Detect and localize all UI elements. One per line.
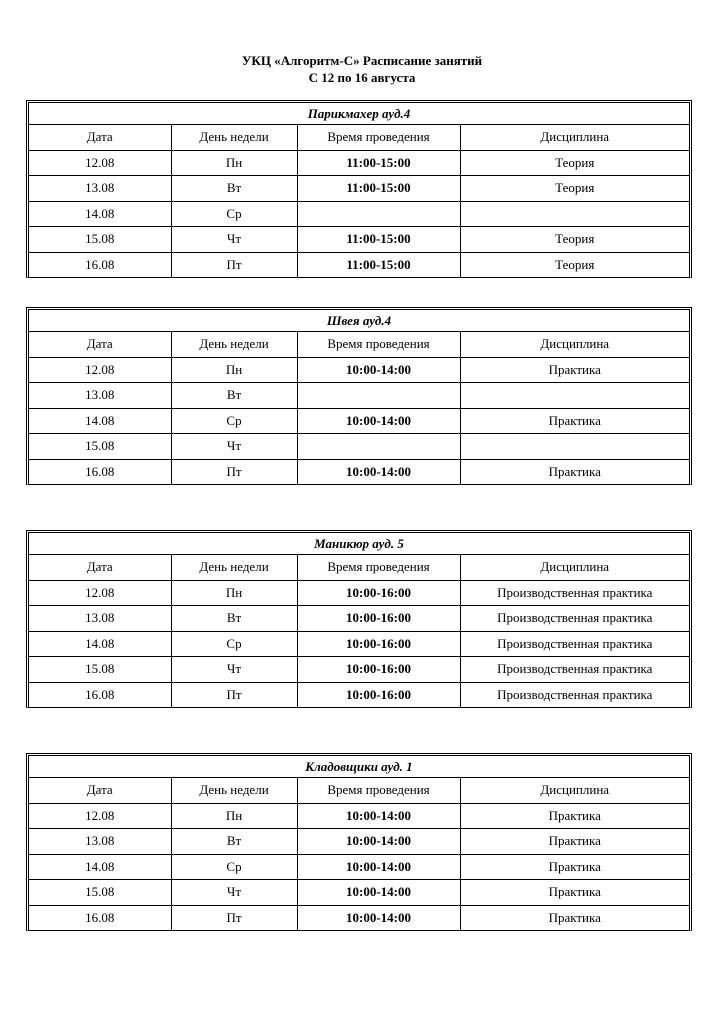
cell-discipline: Практика — [460, 459, 689, 484]
cell-time: 10:00-14:00 — [297, 357, 460, 383]
cell-day: Ср — [171, 631, 297, 657]
cell-day: Пт — [171, 459, 297, 484]
column-header-time: Время проведения — [297, 555, 460, 581]
cell-time: 10:00-14:00 — [297, 854, 460, 880]
cell-day: Чт — [171, 880, 297, 906]
cell-time: 11:00-15:00 — [297, 227, 460, 253]
column-header-discipline: Дисциплина — [460, 125, 689, 151]
cell-date: 15.08 — [29, 434, 171, 460]
cell-day: Пт — [171, 252, 297, 277]
table-row — [29, 631, 689, 657]
cell-discipline: Практика — [460, 408, 689, 434]
cell-date: 16.08 — [29, 252, 171, 277]
cell-day: Пн — [171, 357, 297, 383]
table-row — [29, 383, 689, 409]
column-header-date: Дата — [29, 555, 171, 581]
cell-time: 11:00-15:00 — [297, 252, 460, 277]
cell-discipline: Практика — [460, 854, 689, 880]
cell-discipline: Теория — [460, 176, 689, 202]
cell-day: Ср — [171, 854, 297, 880]
cell-date: 13.08 — [29, 829, 171, 855]
cell-time: 10:00-16:00 — [297, 657, 460, 683]
column-header-time: Время проведения — [297, 778, 460, 804]
cell-date: 14.08 — [29, 201, 171, 227]
table-row — [29, 580, 689, 606]
cell-day: Пт — [171, 682, 297, 707]
page-subtitle: С 12 по 16 августа — [308, 70, 416, 85]
cell-discipline: Практика — [460, 829, 689, 855]
column-header-time: Время проведения — [297, 332, 460, 358]
cell-time: 10:00-14:00 — [297, 803, 460, 829]
cell-time — [297, 434, 460, 460]
table-title: Кладовщики ауд. 1 — [29, 756, 689, 778]
cell-date: 13.08 — [29, 606, 171, 632]
table-title: Швея ауд.4 — [29, 310, 689, 332]
schedule-table-storekeepers — [26, 753, 692, 931]
cell-day: Пн — [171, 580, 297, 606]
column-header-day: День недели — [171, 332, 297, 358]
cell-time: 10:00-16:00 — [297, 580, 460, 606]
cell-date: 13.08 — [29, 176, 171, 202]
column-header-time: Время проведения — [297, 125, 460, 151]
cell-discipline: Теория — [460, 150, 689, 176]
cell-time: 10:00-14:00 — [297, 905, 460, 930]
table-row — [29, 201, 689, 227]
cell-discipline: Теория — [460, 252, 689, 277]
cell-date: 15.08 — [29, 657, 171, 683]
cell-day: Вт — [171, 176, 297, 202]
column-header-day: День недели — [171, 125, 297, 151]
table-row — [29, 150, 689, 176]
cell-time: 11:00-15:00 — [297, 176, 460, 202]
table-header-row — [29, 332, 689, 358]
table-row — [29, 176, 689, 202]
column-header-discipline: Дисциплина — [460, 555, 689, 581]
cell-day: Вт — [171, 606, 297, 632]
cell-discipline: Производственная практика — [460, 657, 689, 683]
cell-date: 15.08 — [29, 880, 171, 906]
schedule-table-hairdresser — [26, 100, 692, 278]
cell-time — [297, 383, 460, 409]
cell-date: 12.08 — [29, 357, 171, 383]
cell-discipline — [460, 434, 689, 460]
column-header-discipline: Дисциплина — [460, 778, 689, 804]
cell-date: 16.08 — [29, 682, 171, 707]
table-row — [29, 657, 689, 683]
cell-date: 12.08 — [29, 150, 171, 176]
cell-time: 10:00-14:00 — [297, 459, 460, 484]
schedule-table-seamstress — [26, 307, 692, 485]
cell-day: Чт — [171, 434, 297, 460]
cell-date: 14.08 — [29, 854, 171, 880]
cell-discipline: Практика — [460, 905, 689, 930]
cell-discipline: Практика — [460, 880, 689, 906]
table-row — [29, 829, 689, 855]
cell-day: Пт — [171, 905, 297, 930]
table-row — [29, 434, 689, 460]
cell-time: 10:00-16:00 — [297, 682, 460, 707]
table-row — [29, 854, 689, 880]
cell-time: 10:00-14:00 — [297, 408, 460, 434]
cell-discipline: Практика — [460, 803, 689, 829]
table-header-row — [29, 125, 689, 151]
cell-day: Ср — [171, 408, 297, 434]
cell-discipline: Теория — [460, 227, 689, 253]
table-row — [29, 252, 689, 277]
cell-date: 16.08 — [29, 905, 171, 930]
cell-time: 10:00-14:00 — [297, 829, 460, 855]
cell-time — [297, 201, 460, 227]
cell-day: Вт — [171, 829, 297, 855]
table-header-row — [29, 555, 689, 581]
cell-time: 11:00-15:00 — [297, 150, 460, 176]
page-title: УКЦ «Алгоритм-С» Расписание занятий — [241, 53, 483, 68]
cell-discipline: Производственная практика — [460, 580, 689, 606]
cell-date: 14.08 — [29, 631, 171, 657]
cell-date: 15.08 — [29, 227, 171, 253]
cell-time: 10:00-16:00 — [297, 631, 460, 657]
cell-discipline: Производственная практика — [460, 606, 689, 632]
cell-time: 10:00-14:00 — [297, 880, 460, 906]
table-row — [29, 682, 689, 707]
column-header-date: Дата — [29, 778, 171, 804]
cell-day: Пн — [171, 803, 297, 829]
cell-discipline — [460, 383, 689, 409]
cell-discipline: Практика — [460, 357, 689, 383]
table-row — [29, 880, 689, 906]
cell-day: Чт — [171, 657, 297, 683]
table-row — [29, 227, 689, 253]
table-header-row — [29, 778, 689, 804]
table-row — [29, 459, 689, 484]
cell-date: 12.08 — [29, 580, 171, 606]
cell-discipline: Производственная практика — [460, 682, 689, 707]
table-row — [29, 357, 689, 383]
table-row — [29, 408, 689, 434]
table-title: Маникюр ауд. 5 — [29, 533, 689, 555]
cell-day: Пн — [171, 150, 297, 176]
schedule-table-manicure — [26, 530, 692, 708]
table-row — [29, 905, 689, 930]
column-header-date: Дата — [29, 332, 171, 358]
cell-date: 13.08 — [29, 383, 171, 409]
cell-date: 12.08 — [29, 803, 171, 829]
cell-discipline: Производственная практика — [460, 631, 689, 657]
cell-time: 10:00-16:00 — [297, 606, 460, 632]
table-row — [29, 606, 689, 632]
column-header-day: День недели — [171, 555, 297, 581]
cell-date: 16.08 — [29, 459, 171, 484]
column-header-date: Дата — [29, 125, 171, 151]
cell-day: Вт — [171, 383, 297, 409]
column-header-day: День недели — [171, 778, 297, 804]
cell-day: Чт — [171, 227, 297, 253]
cell-discipline — [460, 201, 689, 227]
cell-day: Ср — [171, 201, 297, 227]
column-header-discipline: Дисциплина — [460, 332, 689, 358]
cell-date: 14.08 — [29, 408, 171, 434]
table-title: Парикмахер ауд.4 — [29, 103, 689, 125]
table-row — [29, 803, 689, 829]
